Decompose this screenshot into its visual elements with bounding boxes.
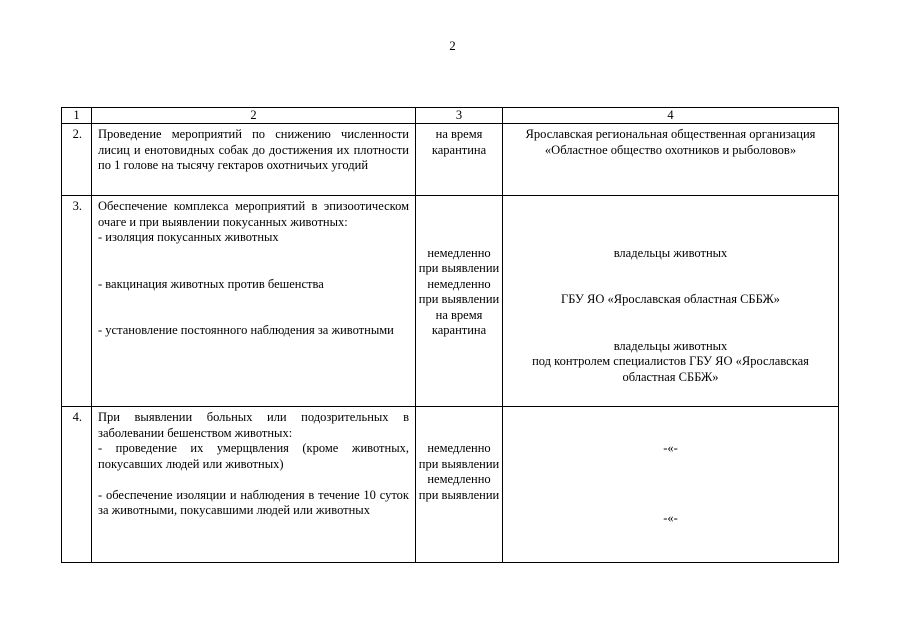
measure-item: - установление постоянного наблюдения за животными xyxy=(98,323,394,337)
row-number: 2. xyxy=(62,124,92,196)
measure-item: - вакцинация животных против бешенства xyxy=(98,276,324,291)
term-text: немедленно при выявлении xyxy=(418,441,500,471)
table-row xyxy=(62,196,839,407)
executor-cell xyxy=(503,407,839,563)
header-col-4: 4 xyxy=(503,108,839,124)
term-text: на время карантина xyxy=(431,307,487,337)
measure-intro: При выявлении больных или подозрительных в заболевании бешенством животных: xyxy=(98,410,409,440)
term-cell xyxy=(416,196,503,407)
measure-text: Проведение мероприятий по снижению численности лисиц и енотовидных собак до достижения их плотности по 1 голове на тысячу гектаров охотничьих угодий xyxy=(92,124,416,196)
table-row xyxy=(62,124,839,196)
executor-text: Ярославская региональная общественная организация «Областное общество охотников и рыболовов» xyxy=(503,124,839,196)
row-number: 4. xyxy=(62,407,92,563)
measures-table xyxy=(61,107,839,563)
executor-text: -«- xyxy=(663,441,678,455)
term-text: немедленно при выявлении xyxy=(418,245,500,275)
measure-cell xyxy=(92,196,416,407)
header-col-3: 3 xyxy=(416,108,503,124)
executor-text: ГБУ ЯО «Ярославская областная СББЖ» xyxy=(561,292,780,306)
executor-cell xyxy=(503,196,839,407)
table-row xyxy=(62,407,839,563)
executor-text: -«- xyxy=(663,510,678,525)
executor-text: владельцы животных xyxy=(613,245,728,260)
measure-item: - обеспечение изоляции и наблюдения в течение 10 суток за животными, покусавшими людей или животных xyxy=(98,487,409,517)
measure-cell xyxy=(92,407,416,563)
executor-text: под контролем специалистов ГБУ ЯО «Ярославская областная СББЖ» xyxy=(532,354,809,384)
table-header-row xyxy=(62,108,839,124)
term-text: на время карантина xyxy=(416,124,503,196)
measure-item: - изоляция покусанных животных xyxy=(98,230,279,244)
header-col-1: 1 xyxy=(62,108,92,124)
measure-intro: Обеспечение комплекса мероприятий в эпизоотическом очаге и при выявлении покусанных животных: xyxy=(98,199,409,229)
header-col-2: 2 xyxy=(92,108,416,124)
term-cell xyxy=(416,407,503,563)
term-text: немедленно при выявлении xyxy=(418,276,500,306)
term-text: немедленно при выявлении xyxy=(418,472,500,502)
measure-item: - проведение их умерщвления (кроме животных, покусавших людей или животных) xyxy=(98,441,409,471)
executor-text: владельцы животных xyxy=(613,338,728,353)
row-number: 3. xyxy=(62,196,92,407)
page-number: 2 xyxy=(449,38,456,53)
